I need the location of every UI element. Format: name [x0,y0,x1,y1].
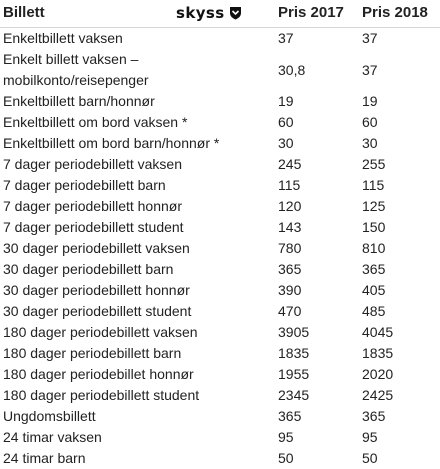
price-2017: 2345 [278,387,310,403]
table-row [0,385,440,406]
table-row [0,91,440,112]
price-2017: 19 [278,93,294,109]
ticket-name: 30 dager periodebillett student [3,303,192,319]
price-2017: 245 [278,156,302,172]
table-body [0,28,440,469]
ticket-name: Enkeltbillett om bord vaksen * [3,114,188,130]
ticket-name: 180 dager periodebillett student [3,387,200,403]
price-2018: 150 [362,219,386,235]
price-2018: 365 [362,261,386,277]
price-2018: 37 [362,62,378,78]
table-row [0,175,440,196]
table-row [0,196,440,217]
ticket-name: Enkeltbillett om bord barn/honnør * [3,135,220,151]
ticket-name: Enkelt billett vaksen – mobilkonto/reisepenger [3,51,149,88]
price-2018: 37 [362,30,378,46]
table-row [0,427,440,448]
price-2017: 95 [278,429,294,445]
price-2017: 30,8 [278,62,306,78]
ticket-name: Enkeltbillett barn/honnør [3,93,155,109]
price-2017: 780 [278,240,302,256]
price-2018: 485 [362,303,386,319]
price-2018: 19 [362,93,378,109]
table-header [0,0,440,28]
price-2018: 95 [362,429,378,445]
column-header-pris-2017: Pris 2017 [278,4,344,21]
price-2017: 365 [278,261,302,277]
price-2017: 115 [278,177,301,193]
ticket-name: 30 dager periodebillett barn [3,261,174,277]
ticket-name: 180 dager periodebillett vaksen [3,324,198,340]
price-2017: 1955 [278,366,310,382]
price-2018: 810 [362,240,386,256]
table-row [0,217,440,238]
table-row [0,280,440,301]
price-2018: 255 [362,156,386,172]
price-2017: 37 [278,30,294,46]
table-row [0,322,440,343]
price-2017: 3905 [278,324,310,340]
price-2017: 470 [278,303,302,319]
ticket-name: Enkeltbillett vaksen [3,30,123,46]
price-2017: 143 [278,219,302,235]
price-2018: 50 [362,450,378,466]
price-2018: 405 [362,282,386,298]
ticket-name: 180 dager periodebillet honnør [3,366,194,382]
price-2018: 1835 [362,345,394,361]
skyss-logo-text: skyss [176,4,225,22]
ticket-name: 7 dager periodebillett honnør [3,198,183,214]
price-2017: 120 [278,198,302,214]
ticket-name: 24 timar vaksen [3,429,102,445]
table-row [0,49,440,91]
price-2018: 125 [362,198,386,214]
table-row [0,301,440,322]
ticket-name: 30 dager periodebillett vaksen [3,240,190,256]
price-2018: 2425 [362,387,394,403]
table-row [0,343,440,364]
price-2018: 365 [362,408,386,424]
table-row [0,259,440,280]
table-row [0,364,440,385]
ticket-name: 7 dager periodebillett student [3,219,184,235]
price-2017: 365 [278,408,302,424]
price-2018: 2020 [362,366,394,382]
price-2017: 390 [278,282,302,298]
price-2017: 1835 [278,345,310,361]
table-row [0,154,440,175]
price-2017: 30 [278,135,294,151]
skyss-logo [176,2,250,24]
ticket-name: 180 dager periodebillett barn [3,345,182,361]
ticket-name: 7 dager periodebillett vaksen [3,156,183,172]
table-row [0,112,440,133]
shield-logo-icon [229,6,242,20]
column-header-pris-2018: Pris 2018 [362,4,428,21]
table-row [0,406,440,427]
price-2018: 4045 [362,324,394,340]
price-2018: 115 [362,177,385,193]
price-2018: 30 [362,135,378,151]
price-2017: 50 [278,450,294,466]
table-row [0,133,440,154]
table-row [0,238,440,259]
ticket-name: Ungdomsbillett [3,408,96,424]
ticket-name: 30 dager periodebillett honnør [3,282,190,298]
table-row [0,28,440,49]
column-header-billett: Billett [3,4,45,21]
ticket-name: 24 timar barn [3,450,86,466]
ticket-name: 7 dager periodebillett barn [3,177,166,193]
price-2017: 60 [278,114,294,130]
price-2018: 60 [362,114,378,130]
